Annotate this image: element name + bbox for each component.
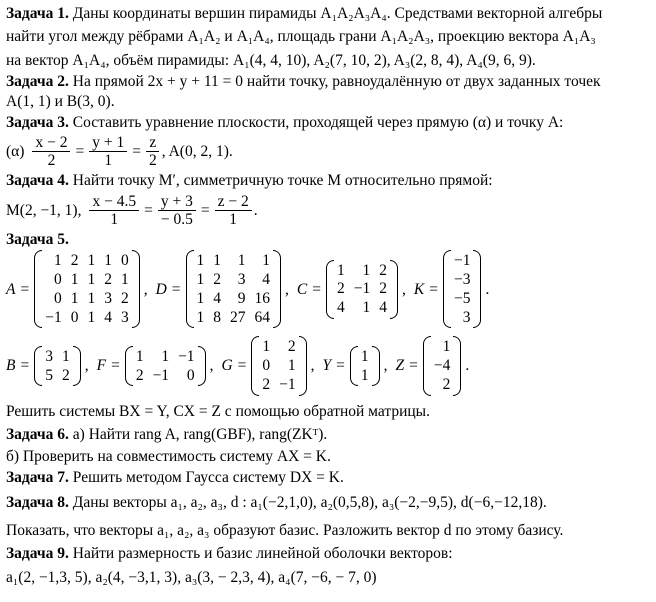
matrix-cell: 2 xyxy=(337,280,345,298)
task2-text1: На прямой 2x + y + 11 = 0 найти точку, равноудалённую от двух заданных точек xyxy=(72,73,601,91)
task1-line3: на вектор A₁A₄, объём пирамиды: A₁(4, 4, 10), A₂(7, 10, 2), A₃(2, 8, 4), A₄(9, 6, 9). xyxy=(6,51,536,69)
matrix-cell: 4 xyxy=(379,299,388,317)
matrix-cell: 1 xyxy=(360,366,369,384)
task6-label: Задача 6. xyxy=(6,426,69,444)
task8-line1 xyxy=(6,493,652,512)
matrix-cell: 1 xyxy=(161,347,170,365)
matrix-cell: 4 xyxy=(337,299,345,317)
matrix-cell: 1 xyxy=(237,252,246,270)
matrix-cell: −1 xyxy=(453,252,471,270)
task6-line1 xyxy=(6,425,652,444)
matrix-name: G xyxy=(221,357,233,375)
task4-frac-x: $\frac{x - 4.5}{1}$ xyxy=(89,193,139,228)
task8-line2: Показать, что векторы a₁, a₂, a₃ образуют базис. Разложить вектор d по этому базису. xyxy=(6,521,564,539)
matrix-cell: 9 xyxy=(237,289,246,307)
matrix-cell: 1 xyxy=(196,308,205,326)
document xyxy=(6,4,652,587)
matrix-cell: 1 xyxy=(53,252,62,270)
matrix-name: F xyxy=(96,357,107,375)
matrix-cell: 1 xyxy=(442,338,451,356)
task3-line1 xyxy=(6,113,652,132)
matrix-cell: 1 xyxy=(213,252,222,270)
matrix-cell: 1 xyxy=(196,271,205,288)
matrix-a: A = 1 2 1 1 0 0 1 1 2 1 0 1 1 3 2 −1 0 1 4 3 , xyxy=(6,250,148,328)
task3-point: , A(0, 2, 1). xyxy=(161,143,233,161)
task5-solve: Решить системы BX = Y, CX = Z с помощью обратной матрицы. xyxy=(6,402,430,420)
matrix-cell: 0 xyxy=(120,252,129,270)
task2-line2: A(1, 1) и B(3, 0). xyxy=(6,92,115,110)
matrix-cell: 1 xyxy=(70,289,79,307)
task7-text: Решить методом Гаусса систему DX = K. xyxy=(72,469,344,486)
matrix-cell: 1 xyxy=(360,347,369,365)
task1-text1: Даны координаты вершин пирамиды A₁A₂A₃A₄. Средствами векторной алгебры xyxy=(72,5,603,22)
task8-label: Задача 8. xyxy=(6,494,69,512)
matrix-cell: 2 xyxy=(135,366,144,384)
matrix-cell: 1 xyxy=(362,261,371,279)
matrix-cell: 2 xyxy=(213,271,222,288)
matrix-b: B = 3 1 5 2 , xyxy=(6,346,89,387)
task7-label: Задача 7. xyxy=(6,469,69,486)
matrix-cell: 4 xyxy=(213,289,222,307)
task4-point: M(2, −1, 1), xyxy=(6,201,82,219)
matrix-cell: 3 xyxy=(45,347,53,365)
matrix-cell: −4 xyxy=(433,357,451,375)
matrix-cell: 1 xyxy=(196,252,205,270)
task4-frac-z: $\frac{z - 2}{1}$ xyxy=(215,193,252,228)
matrix-cell: 0 xyxy=(53,289,62,307)
matrix-cell: 3 xyxy=(120,308,129,326)
task4-equation: M(2, −1, 1), $\frac{x - 4.5}{1}$ = $\frac{y + 3}{- 0.5}$ = $\frac{z - 2}{1}$ . xyxy=(6,192,258,228)
matrix-c: C = 1 1 2 2 −1 2 4 1 4 , xyxy=(297,260,406,319)
task4-end: . xyxy=(253,201,258,219)
matrix-cell: 5 xyxy=(45,366,53,384)
matrix-cell: 1 xyxy=(120,271,129,288)
matrix-cell: 1 xyxy=(362,299,371,317)
matrix-cell: 1 xyxy=(87,271,96,288)
task1-line2: найти угол между рёбрами A₁A₂ и A₁A₄, площадь грани A₁A₂A₃, проекцию вектора A₁A₃ xyxy=(6,28,596,46)
matrix-cell: 3 xyxy=(104,289,112,307)
matrix-cell: 0 xyxy=(53,271,62,288)
matrix-cell: 1 xyxy=(61,347,70,365)
matrix-cell: 2 xyxy=(262,376,271,394)
task5-matrices-row2 xyxy=(6,336,652,395)
matrix-cell: −1 xyxy=(353,280,371,298)
matrix-name: Y xyxy=(322,357,332,375)
task2-label: Задача 2. xyxy=(6,73,69,91)
matrix-cell: 2 xyxy=(104,271,112,288)
matrix-cell: 1 xyxy=(287,357,296,375)
task2-line1 xyxy=(6,72,652,91)
task4-frac-y: $\frac{y + 3}{- 0.5}$ xyxy=(158,193,196,228)
matrix-cell: 1 xyxy=(87,252,96,270)
task6-line2: б) Проверить на совместимость систему AX = K. xyxy=(6,447,331,465)
task3-frac-y: $\frac{y + 1}{1}$ xyxy=(89,134,127,169)
matrix-name: D xyxy=(155,280,167,298)
task3-text: Составить уравнение плоскости, проходящей через прямую (α) и точку A: xyxy=(72,113,564,131)
matrix-cell: 0 xyxy=(186,366,195,384)
task5-label: Задача 5. xyxy=(6,230,69,248)
task5-label-line xyxy=(6,230,652,249)
matrix-name: K xyxy=(413,280,425,298)
task9-label: Задача 9. xyxy=(6,545,69,563)
matrix-cell: −1 xyxy=(178,347,195,365)
task3-alpha: (α) xyxy=(6,143,25,161)
task9-line2: a₁(2, −1,3, 5), a₂(4, −3,1, 3), a₃(3, − 2,3, 4), a₄(7, −6, − 7, 0) xyxy=(6,568,377,586)
matrix-f: F = 1 1 −1 2 −1 0 , xyxy=(97,346,214,387)
matrix-name: C xyxy=(296,280,308,298)
matrix-cell: 1 xyxy=(196,289,205,307)
matrix-name: A xyxy=(6,280,16,298)
matrix-cell: 4 xyxy=(104,308,112,326)
task3-frac-x: $\frac{x - 2}{2}$ xyxy=(32,134,70,169)
matrix-cell: 1 xyxy=(262,338,271,356)
task6-text1: а) Найти rang A, rang(GBF), rang(ZKᵀ). xyxy=(72,426,328,444)
task1-label: Задача 1. xyxy=(6,5,69,22)
matrix-cell: 0 xyxy=(262,357,271,375)
matrix-cell: −3 xyxy=(453,271,471,288)
matrix-cell: 1 xyxy=(87,289,96,307)
matrix-cell: −5 xyxy=(453,289,471,307)
matrix-cell: 8 xyxy=(213,308,222,326)
task3-frac-z: $\frac{z}{2}$ xyxy=(146,134,160,169)
matrix-name: Z xyxy=(395,357,405,375)
matrix-cell: 2 xyxy=(70,252,79,270)
matrix-cell: 2 xyxy=(120,289,129,307)
matrix-cell: 4 xyxy=(262,271,271,288)
matrix-cell: 64 xyxy=(254,308,271,326)
matrix-cell: 1 xyxy=(70,271,79,288)
matrix-cell: 2 xyxy=(442,376,451,394)
task4-line1 xyxy=(6,171,652,190)
matrix-cell: 1 xyxy=(104,252,112,270)
matrix-cell: 1 xyxy=(87,308,96,326)
matrix-cell: 2 xyxy=(379,280,388,298)
matrix-cell: 1 xyxy=(262,252,271,270)
matrix-k: K = −1 −3 −5 3 . xyxy=(414,250,489,328)
matrix-cell: 2 xyxy=(61,366,70,384)
matrix-y: Y = 1 1 , xyxy=(323,346,388,387)
matrix-name: B xyxy=(6,357,16,375)
matrix-cell: 1 xyxy=(135,347,144,365)
matrix-cell: −1 xyxy=(279,376,296,394)
matrix-cell: −1 xyxy=(152,366,170,384)
matrix-cell: −1 xyxy=(45,308,62,326)
task4-label: Задача 4. xyxy=(6,172,69,190)
matrix-cell: 3 xyxy=(462,308,471,326)
task1-line1 xyxy=(6,4,652,23)
matrix-cell: 2 xyxy=(287,338,296,356)
task3-label: Задача 3. xyxy=(6,113,69,131)
matrix-cell: 0 xyxy=(70,308,79,326)
task5-matrices-row1 xyxy=(6,250,652,328)
matrix-z: Z = 1 −4 2 . xyxy=(396,336,470,395)
matrix-cell: 27 xyxy=(230,308,246,326)
matrix-cell: 3 xyxy=(237,271,246,288)
matrix-cell: 16 xyxy=(254,289,271,307)
task4-text: Найти точку M′, симметричную точке M относительно прямой: xyxy=(72,172,493,190)
matrix-d: D = 1 1 1 1 1 2 3 4 1 4 9 16 1 8 27 64 , xyxy=(156,250,289,328)
matrix-cell: 2 xyxy=(379,261,388,279)
matrix-g: G = 1 2 0 1 2 −1 , xyxy=(221,336,314,395)
task3-equation: (α) $\frac{x - 2}{2}$ = $\frac{y + 1}{1}$ = $\frac{z}{2}$ , A(0, 2, 1). xyxy=(6,134,233,170)
task8-text1: Даны векторы a₁, a₂, a₃, d : a₁(−2,1,0), a₂(0,5,8), a₃(−2,−9,5), d(−6,−12,18). xyxy=(72,494,547,512)
matrix-cell: 1 xyxy=(337,261,345,279)
task9-line1 xyxy=(6,544,652,563)
task7-line xyxy=(6,468,652,487)
task9-text1: Найти размерность и базис линейной оболочки векторов: xyxy=(72,545,453,563)
